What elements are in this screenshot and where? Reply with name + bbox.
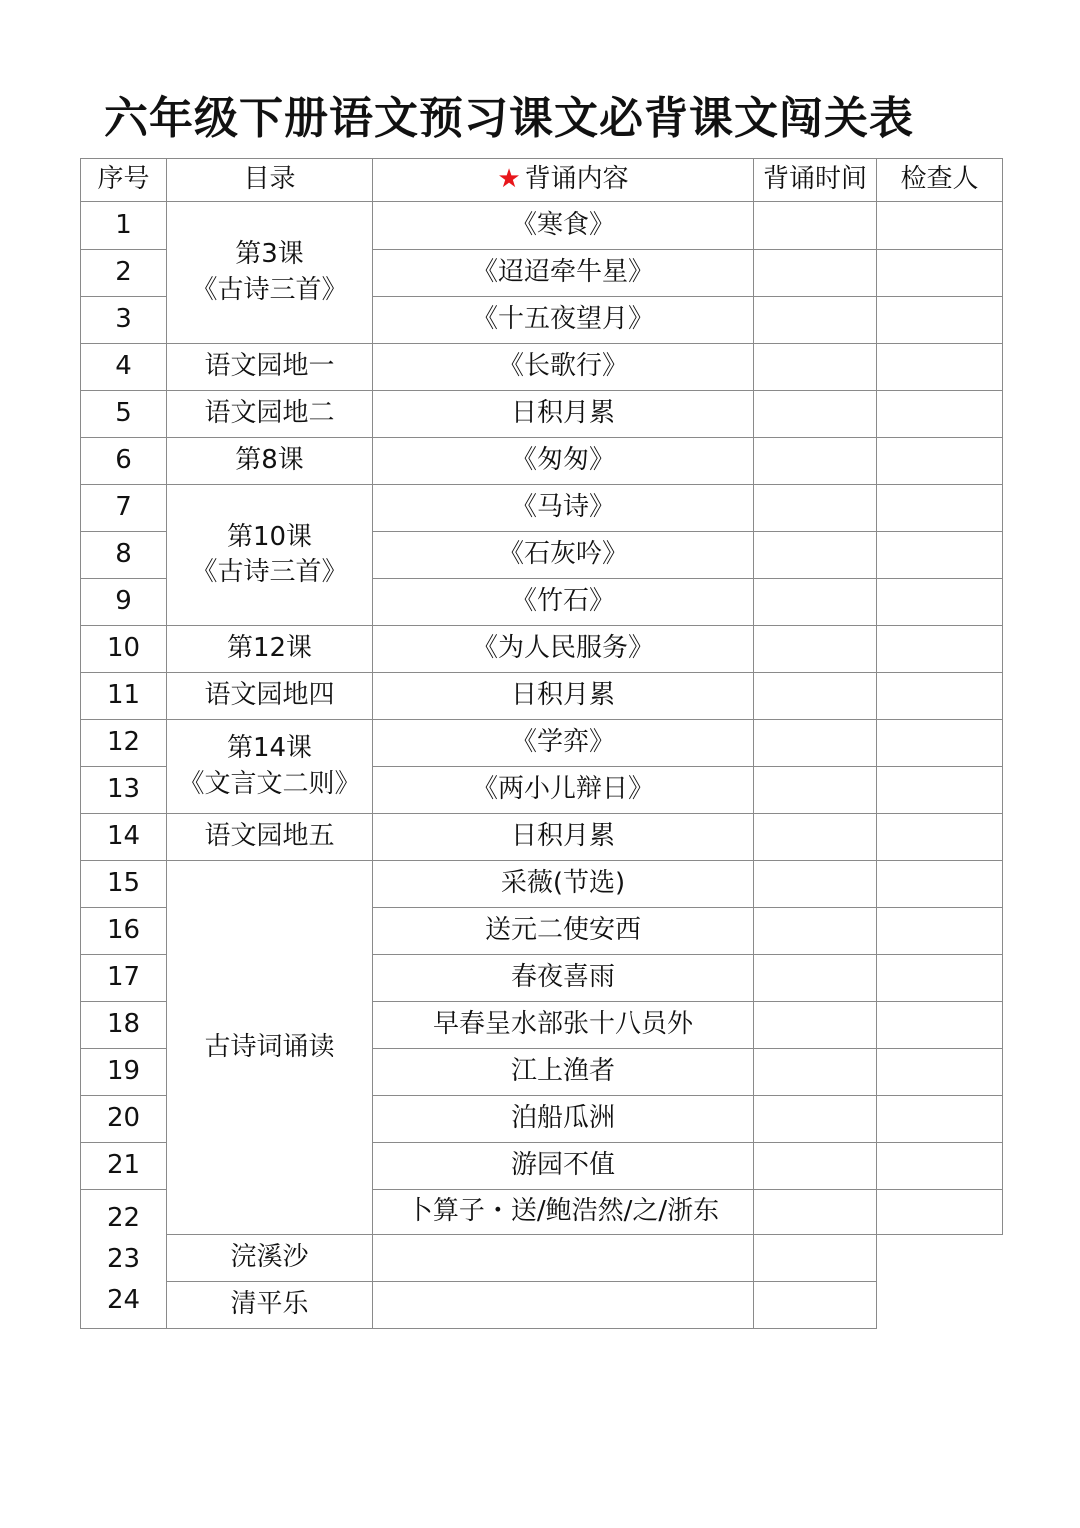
row-no: 21: [81, 1143, 167, 1190]
catalog-cell: 第12课: [167, 626, 373, 673]
catalog-cell: 第8课: [167, 438, 373, 485]
time-cell[interactable]: [754, 673, 877, 720]
catalog-cell: 语文园地五: [167, 814, 373, 861]
checker-cell[interactable]: [877, 1002, 1003, 1049]
catalog-cell: 语文园地一: [167, 344, 373, 391]
table-row: [81, 1282, 1003, 1329]
row-no: 16: [81, 908, 167, 955]
checker-cell[interactable]: [877, 438, 1003, 485]
row-no: 13: [81, 767, 167, 814]
time-cell[interactable]: [754, 532, 877, 579]
time-cell[interactable]: [373, 1282, 754, 1329]
row-no: 19: [81, 1049, 167, 1096]
table-row: [81, 438, 1003, 485]
time-cell[interactable]: [754, 438, 877, 485]
time-cell[interactable]: [754, 1143, 877, 1190]
row-no: 1: [81, 202, 167, 250]
content-cell: 《寒食》: [373, 202, 754, 250]
content-cell: 卜算子・送/鲍浩然/之/浙东: [373, 1190, 754, 1235]
content-cell: 《马诗》: [373, 485, 754, 532]
time-cell[interactable]: [754, 626, 877, 673]
time-cell[interactable]: [754, 1190, 877, 1235]
row-no: 14: [81, 814, 167, 861]
catalog-cell: [167, 720, 373, 814]
time-cell[interactable]: [754, 955, 877, 1002]
row-no: 20: [81, 1096, 167, 1143]
header-checker: 检查人: [877, 159, 1003, 202]
row-no-group: [81, 1190, 167, 1329]
catalog-cell: 古诗词诵读: [167, 861, 373, 1235]
time-cell[interactable]: [754, 250, 877, 297]
row-no: 7: [81, 485, 167, 532]
content-cell: 《石灰吟》: [373, 532, 754, 579]
checker-cell[interactable]: [754, 1282, 877, 1329]
checker-cell[interactable]: [877, 861, 1003, 908]
content-cell: 浣溪沙: [167, 1235, 373, 1282]
time-cell[interactable]: [754, 1096, 877, 1143]
content-cell: 清平乐: [167, 1282, 373, 1329]
table-row: [81, 626, 1003, 673]
catalog-line: 第14课: [226, 733, 313, 764]
table-row: [81, 673, 1003, 720]
time-cell[interactable]: [754, 485, 877, 532]
time-cell[interactable]: [754, 391, 877, 438]
checker-cell[interactable]: [877, 250, 1003, 297]
checker-cell[interactable]: [754, 1235, 877, 1282]
content-cell: 日积月累: [373, 814, 754, 861]
row-no: 11: [81, 673, 167, 720]
content-cell: 《竹石》: [373, 579, 754, 626]
row-no: 17: [81, 955, 167, 1002]
table-row: [81, 861, 1003, 908]
row-no: 22: [106, 1202, 141, 1233]
checker-cell[interactable]: [877, 1096, 1003, 1143]
table-row: [81, 202, 1003, 250]
time-cell[interactable]: [754, 1049, 877, 1096]
content-cell: 《长歌行》: [373, 344, 754, 391]
checker-cell[interactable]: [877, 1143, 1003, 1190]
row-no: 18: [81, 1002, 167, 1049]
content-cell: 《迢迢牵牛星》: [373, 250, 754, 297]
row-no: 12: [81, 720, 167, 767]
time-cell[interactable]: [754, 202, 877, 250]
content-cell: 《学弈》: [373, 720, 754, 767]
checker-cell[interactable]: [877, 673, 1003, 720]
row-no: 9: [81, 579, 167, 626]
time-cell[interactable]: [754, 1002, 877, 1049]
content-cell: 早春呈水部张十八员外: [373, 1002, 754, 1049]
checker-cell[interactable]: [877, 485, 1003, 532]
checker-cell[interactable]: [877, 814, 1003, 861]
content-cell: 送元二使安西: [373, 908, 754, 955]
row-no: 8: [81, 532, 167, 579]
row-no: 15: [81, 861, 167, 908]
content-cell: 泊船瓜洲: [373, 1096, 754, 1143]
catalog-cell: 语文园地二: [167, 391, 373, 438]
header-no: 序号: [81, 159, 167, 202]
star-icon: ★: [497, 164, 521, 195]
checker-cell[interactable]: [877, 344, 1003, 391]
checker-cell[interactable]: [877, 720, 1003, 767]
row-no: 5: [81, 391, 167, 438]
header-time: 背诵时间: [754, 159, 877, 202]
content-cell: 《匆匆》: [373, 438, 754, 485]
table-row: [81, 344, 1003, 391]
header-catalog: 目录: [167, 159, 373, 202]
checker-cell[interactable]: [877, 579, 1003, 626]
row-no: 6: [81, 438, 167, 485]
recitation-table: [80, 158, 1003, 1329]
checker-cell[interactable]: [877, 1190, 1003, 1235]
checker-cell[interactable]: [877, 391, 1003, 438]
row-no: 23: [106, 1243, 141, 1274]
checker-cell[interactable]: [877, 297, 1003, 344]
checker-cell[interactable]: [877, 908, 1003, 955]
table-row: [81, 720, 1003, 767]
checker-cell[interactable]: [877, 202, 1003, 250]
catalog-cell: [167, 485, 373, 626]
row-no: 3: [81, 297, 167, 344]
catalog-cell: 语文园地四: [167, 673, 373, 720]
content-cell: 游园不值: [373, 1143, 754, 1190]
row-no: 24: [106, 1284, 141, 1315]
header-content-label: 背诵内容: [524, 164, 629, 195]
header-content: [373, 159, 754, 202]
checker-cell[interactable]: [877, 532, 1003, 579]
content-cell: 《两小儿辩日》: [373, 767, 754, 814]
catalog-line: 第10课: [226, 521, 313, 552]
row-no: 4: [81, 344, 167, 391]
catalog-line: 第3课: [235, 239, 304, 270]
content-cell: 春夜喜雨: [373, 955, 754, 1002]
checker-cell[interactable]: [877, 767, 1003, 814]
row-no: 10: [81, 626, 167, 673]
page-title: 六年级下册语文预习课文必背课文闯关表: [104, 93, 914, 144]
checker-cell[interactable]: [877, 626, 1003, 673]
content-cell: 《为人民服务》: [373, 626, 754, 673]
time-cell[interactable]: [373, 1235, 754, 1282]
time-cell[interactable]: [754, 814, 877, 861]
time-cell[interactable]: [754, 720, 877, 767]
catalog-line: 《古诗三首》: [191, 274, 348, 305]
catalog-cell: [167, 202, 373, 344]
time-cell[interactable]: [754, 767, 877, 814]
time-cell[interactable]: [754, 297, 877, 344]
checker-cell[interactable]: [877, 1049, 1003, 1096]
content-cell: 日积月累: [373, 391, 754, 438]
table-row: [81, 814, 1003, 861]
header-row: [81, 159, 1003, 202]
table-row: [81, 391, 1003, 438]
time-cell[interactable]: [754, 908, 877, 955]
time-cell[interactable]: [754, 579, 877, 626]
catalog-line: 《古诗三首》: [191, 557, 348, 587]
content-cell: 《十五夜望月》: [373, 297, 754, 344]
catalog-line: 《文言文二则》: [178, 768, 361, 799]
time-cell[interactable]: [754, 344, 877, 391]
checker-cell[interactable]: [877, 955, 1003, 1002]
row-no: 2: [81, 250, 167, 297]
table-row: [81, 1235, 1003, 1282]
content-cell: 江上渔者: [373, 1049, 754, 1096]
content-cell: 日积月累: [373, 673, 754, 720]
table-row: [81, 485, 1003, 532]
time-cell[interactable]: [754, 861, 877, 908]
content-cell: 采薇(节选): [373, 861, 754, 908]
